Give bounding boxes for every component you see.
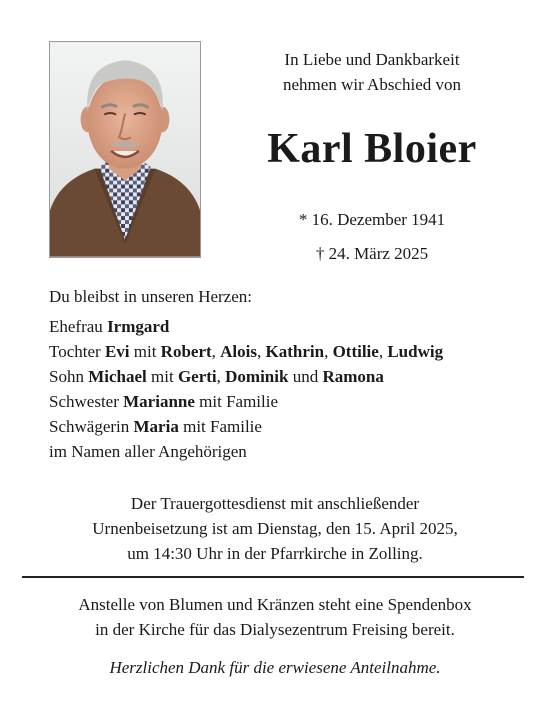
- mourner-line-others: im Namen aller Angehörigen: [49, 442, 247, 461]
- service-line: Der Trauergottesdienst mit anschließender: [130, 494, 420, 513]
- intro-text: [222, 47, 522, 97]
- divider: [22, 576, 524, 578]
- donation-line: Anstelle von Blumen und Kränzen steht eine Spendenbox: [78, 595, 472, 614]
- portrait-photo: [49, 41, 201, 258]
- mourner-line-wife: Ehefrau Irmgard: [49, 317, 170, 336]
- mourners-heading: Du bleibst in unseren Herzen:: [49, 287, 252, 306]
- mourner-line-sister-in-law: Schwägerin Maria mit Familie: [49, 417, 262, 436]
- birth-date: * 16. Dezember 1941: [298, 210, 446, 229]
- service-line: Urnenbeisetzung ist am Dienstag, den 15. April 2025,: [92, 519, 458, 538]
- thanks-note: Herzlichen Dank für die erwiesene Anteilnahme.: [109, 658, 441, 677]
- service-line: um 14:30 Uhr in der Pfarrkirche in Zolling.: [127, 544, 423, 563]
- intro-line: nehmen wir Abschied von: [283, 75, 461, 94]
- mourner-line-daughter: Tochter Evi mit Robert, Alois, Kathrin, Ottilie, Ludwig: [49, 342, 444, 361]
- mourner-line-son: Sohn Michael mit Gerti, Dominik und Ramona: [49, 367, 384, 386]
- mourners-list: [49, 284, 539, 464]
- intro-line: In Liebe und Dankbarkeit: [284, 50, 460, 69]
- donation-line: in der Kirche für das Dialysezentrum Freising bereit.: [95, 620, 455, 639]
- death-date: † 24. März 2025: [315, 244, 429, 263]
- deceased-name: Karl Bloier: [267, 126, 477, 172]
- mourner-line-sister: Schwester Marianne mit Familie: [49, 392, 279, 411]
- life-dates: [222, 203, 522, 271]
- funeral-service-info: [22, 491, 528, 566]
- donation-note: [12, 592, 538, 642]
